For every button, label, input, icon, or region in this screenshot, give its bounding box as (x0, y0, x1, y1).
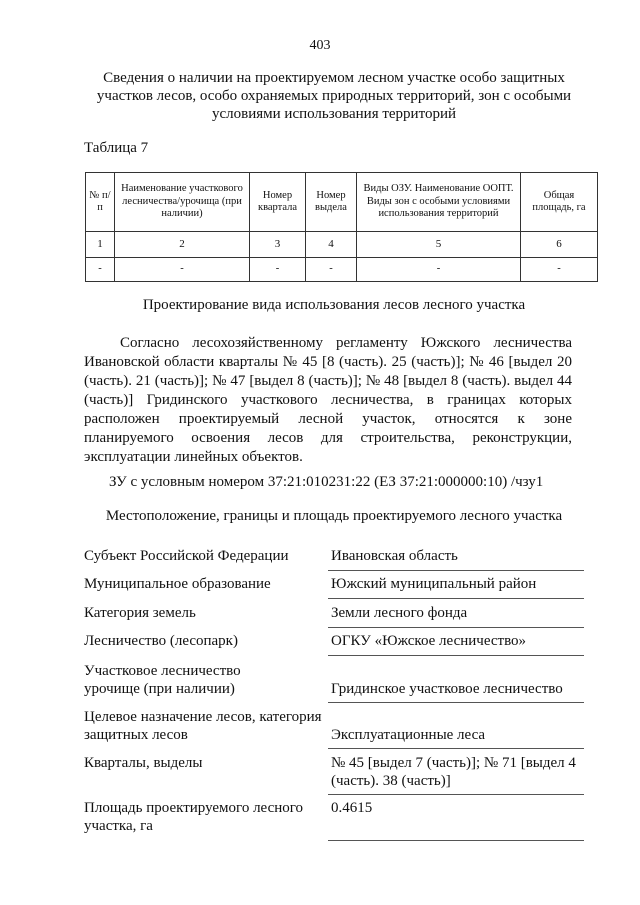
number-cell: 6 (521, 232, 598, 258)
number-cell: 3 (250, 232, 306, 258)
number-cell: 5 (357, 232, 521, 258)
page-number: 403 (309, 38, 331, 53)
table-caption: Таблица 7 (84, 140, 149, 156)
zones-table (85, 172, 598, 282)
zu-line: ЗУ с условным номером 37:21:010231:22 (ЕЗ 37:21:000000:10) /чзу1 (109, 474, 544, 490)
underline (328, 627, 584, 628)
header-cell: Виды ОЗУ. Наименование ООПТ. Виды зон с особыми условиями использования территорий (357, 173, 521, 232)
underline (328, 655, 584, 656)
underline (328, 794, 584, 795)
table-cell: - (357, 258, 521, 282)
underline (328, 840, 584, 841)
field-value: Ивановская область (331, 548, 458, 564)
field-label: Участковое лесничество урочище (при наличии) (84, 663, 241, 697)
number-cell: 2 (115, 232, 250, 258)
table-header-row (86, 173, 598, 232)
field-label: Целевое назначение лесов, категория защитных лесов (84, 709, 322, 743)
header-cell: Номер выдела (306, 173, 357, 232)
field-label: Категория земель (84, 605, 196, 621)
field-label: Муниципальное образование (84, 576, 271, 592)
header-cell: Общая площадь, га (521, 173, 598, 232)
table-number-row (86, 232, 598, 258)
header-cell: Наименование участкового лесничества/урочища (при наличии) (115, 173, 250, 232)
field-value: Эксплуатационные леса (331, 727, 486, 743)
table-cell: - (250, 258, 306, 282)
field-value: Гридинское участковое лесничество (331, 681, 563, 697)
field-value: Земли лесного фонда (331, 605, 468, 621)
section-heading: Проектирование вида использования лесов лесного участка (142, 297, 526, 313)
table-cell: - (115, 258, 250, 282)
body-paragraph: Согласно лесохозяйственному регламенту Южского лесничества Ивановской области кварталы № 45 [8 (часть). 25 (часть)]; № 46 [выдел 20 (часть). 21 (часть)]; № 47 [выдел 8 (часть)]; № 48 [выдел 8 (часть). выдел 44 (часть)] Гридинского участкового лесничества, в границах которых расположен проектируемый лесной участок, относятся к зоне планируемого освоения лесов для строительства, реконструкции, эксплуатации линейных объектов. (84, 335, 572, 465)
table-cell: - (306, 258, 357, 282)
field-value: ОГКУ «Южское лесничество» (331, 633, 527, 649)
number-cell: 4 (306, 232, 357, 258)
underline (328, 570, 584, 571)
underline (328, 748, 584, 749)
field-label: Площадь проектируемого лесного участка, га (84, 800, 304, 834)
underline (328, 702, 584, 703)
location-heading: Местоположение, границы и площадь проектируемого лесного участка (105, 508, 563, 524)
field-label: Субъект Российской Федерации (84, 548, 289, 564)
table-row (86, 258, 598, 282)
header-cell: Номер квартала (250, 173, 306, 232)
number-cell: 1 (86, 232, 115, 258)
table-cell: - (86, 258, 115, 282)
field-label: Кварталы, выделы (84, 755, 203, 771)
header-cell: № п/п (86, 173, 115, 232)
field-value: 0.4615 (331, 800, 373, 816)
field-value: № 45 [выдел 7 (часть)]; № 71 [выдел 4 (часть). 38 (часть)] (331, 755, 576, 789)
field-label: Лесничество (лесопарк) (84, 633, 238, 649)
underline (328, 598, 584, 599)
table-cell: - (521, 258, 598, 282)
field-value: Южский муниципальный район (331, 576, 537, 592)
document-title: Сведения о наличии на проектируемом лесном участке особо защитных участков лесов, особо охраняемых природных территорий, зон с особыми условиями использования территорий (96, 70, 572, 122)
